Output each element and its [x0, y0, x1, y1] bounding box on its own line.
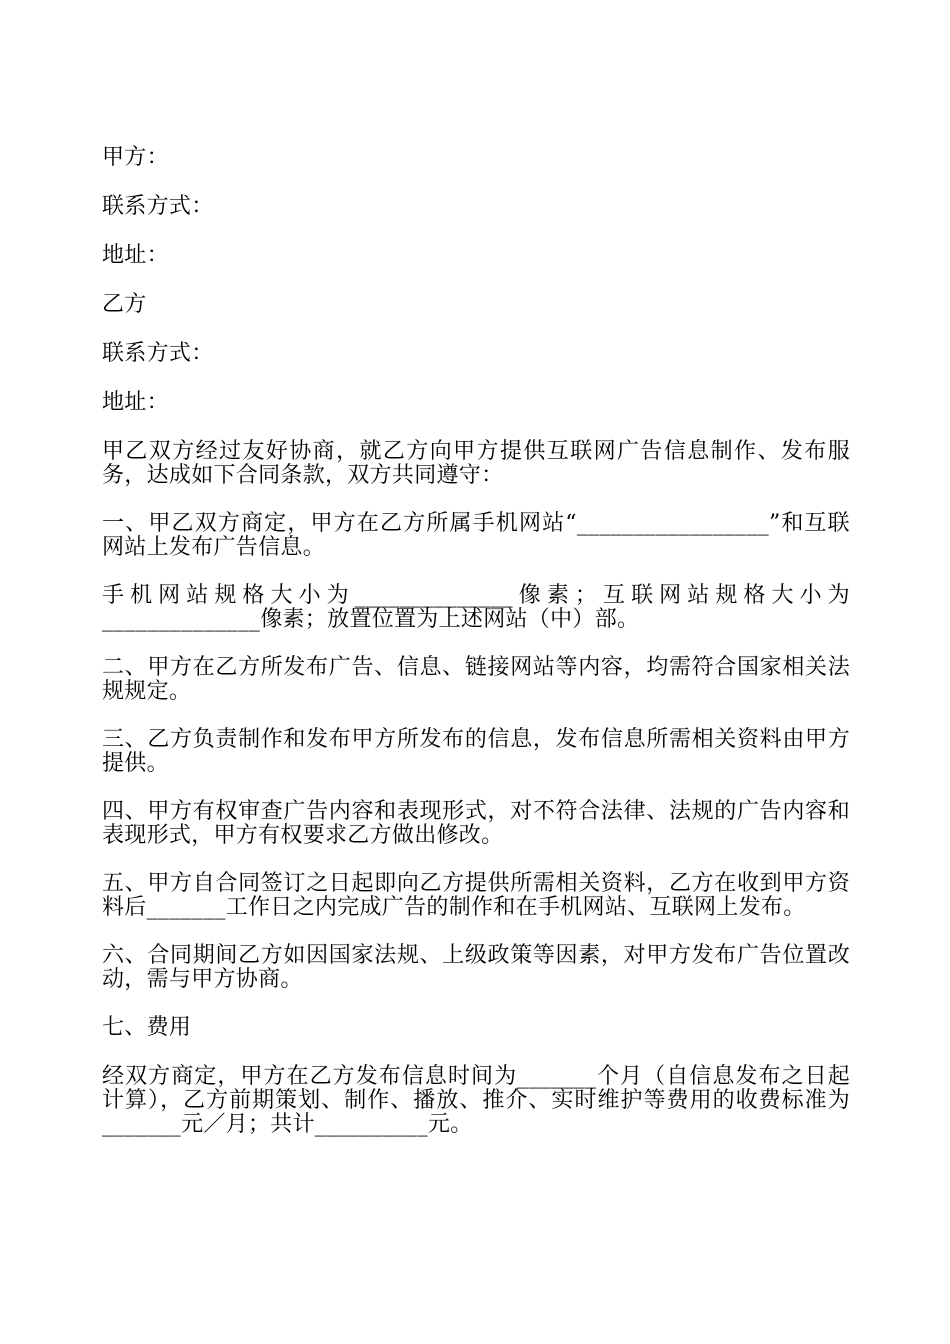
clause-4: 四、甲方有权审查广告内容和表现形式，对不符合法律、法规的广告内容和表现形式，甲方有权要求乙方做出修改。: [102, 799, 850, 848]
clause-3: 三、乙方负责制作和发布甲方所发布的信息，发布信息所需相关资料由甲方提供。: [102, 727, 850, 776]
clause-7-title: 七、费用: [102, 1015, 192, 1040]
contract-intro: 甲乙双方经过友好协商，就乙方向甲方提供互联网广告信息制作、发布服务，达成如下合同条款，双方共同遵守：: [102, 439, 850, 488]
clause-1: 一、甲乙双方商定，甲方在乙方所属手机网站“_________________”和互联网站上发布广告信息。: [102, 511, 850, 560]
party-a-contact-label: 联系方式：: [102, 194, 214, 219]
clause-2: 二、甲方在乙方所发布广告、信息、链接网站等内容，均需符合国家相关法规规定。: [102, 655, 850, 704]
contract-page: [102, 146, 850, 1161]
clause-5: 五、甲方自合同签订之日起即向乙方提供所需相关资料，乙方在收到甲方资料后_______工作日之内完成广告的制作和在手机网站、互联网上发布。: [102, 871, 850, 920]
party-b-contact-label: 联系方式：: [102, 341, 214, 366]
party-a-label: 甲方：: [102, 145, 169, 170]
clause-7-body: 经双方商定，甲方在乙方发布信息时间为_______个月（自信息发布之日起计算），乙方前期策划、制作、播放、推介、实时维护等费用的收费标准为_______元／月；共计__________元。: [102, 1064, 850, 1137]
party-b-label: 乙方: [102, 292, 147, 317]
party-a-address-label: 地址：: [102, 243, 169, 268]
clause-1-spec: 手机网站规格大小为______________像素；互联网站规格大小为______________像素；放置位置为上述网站（中）部。: [102, 583, 850, 632]
party-b-address-label: 地址：: [102, 390, 169, 415]
clause-6: 六、合同期间乙方如因国家法规、上级政策等因素，对甲方发布广告位置改动，需与甲方协商。: [102, 943, 850, 992]
